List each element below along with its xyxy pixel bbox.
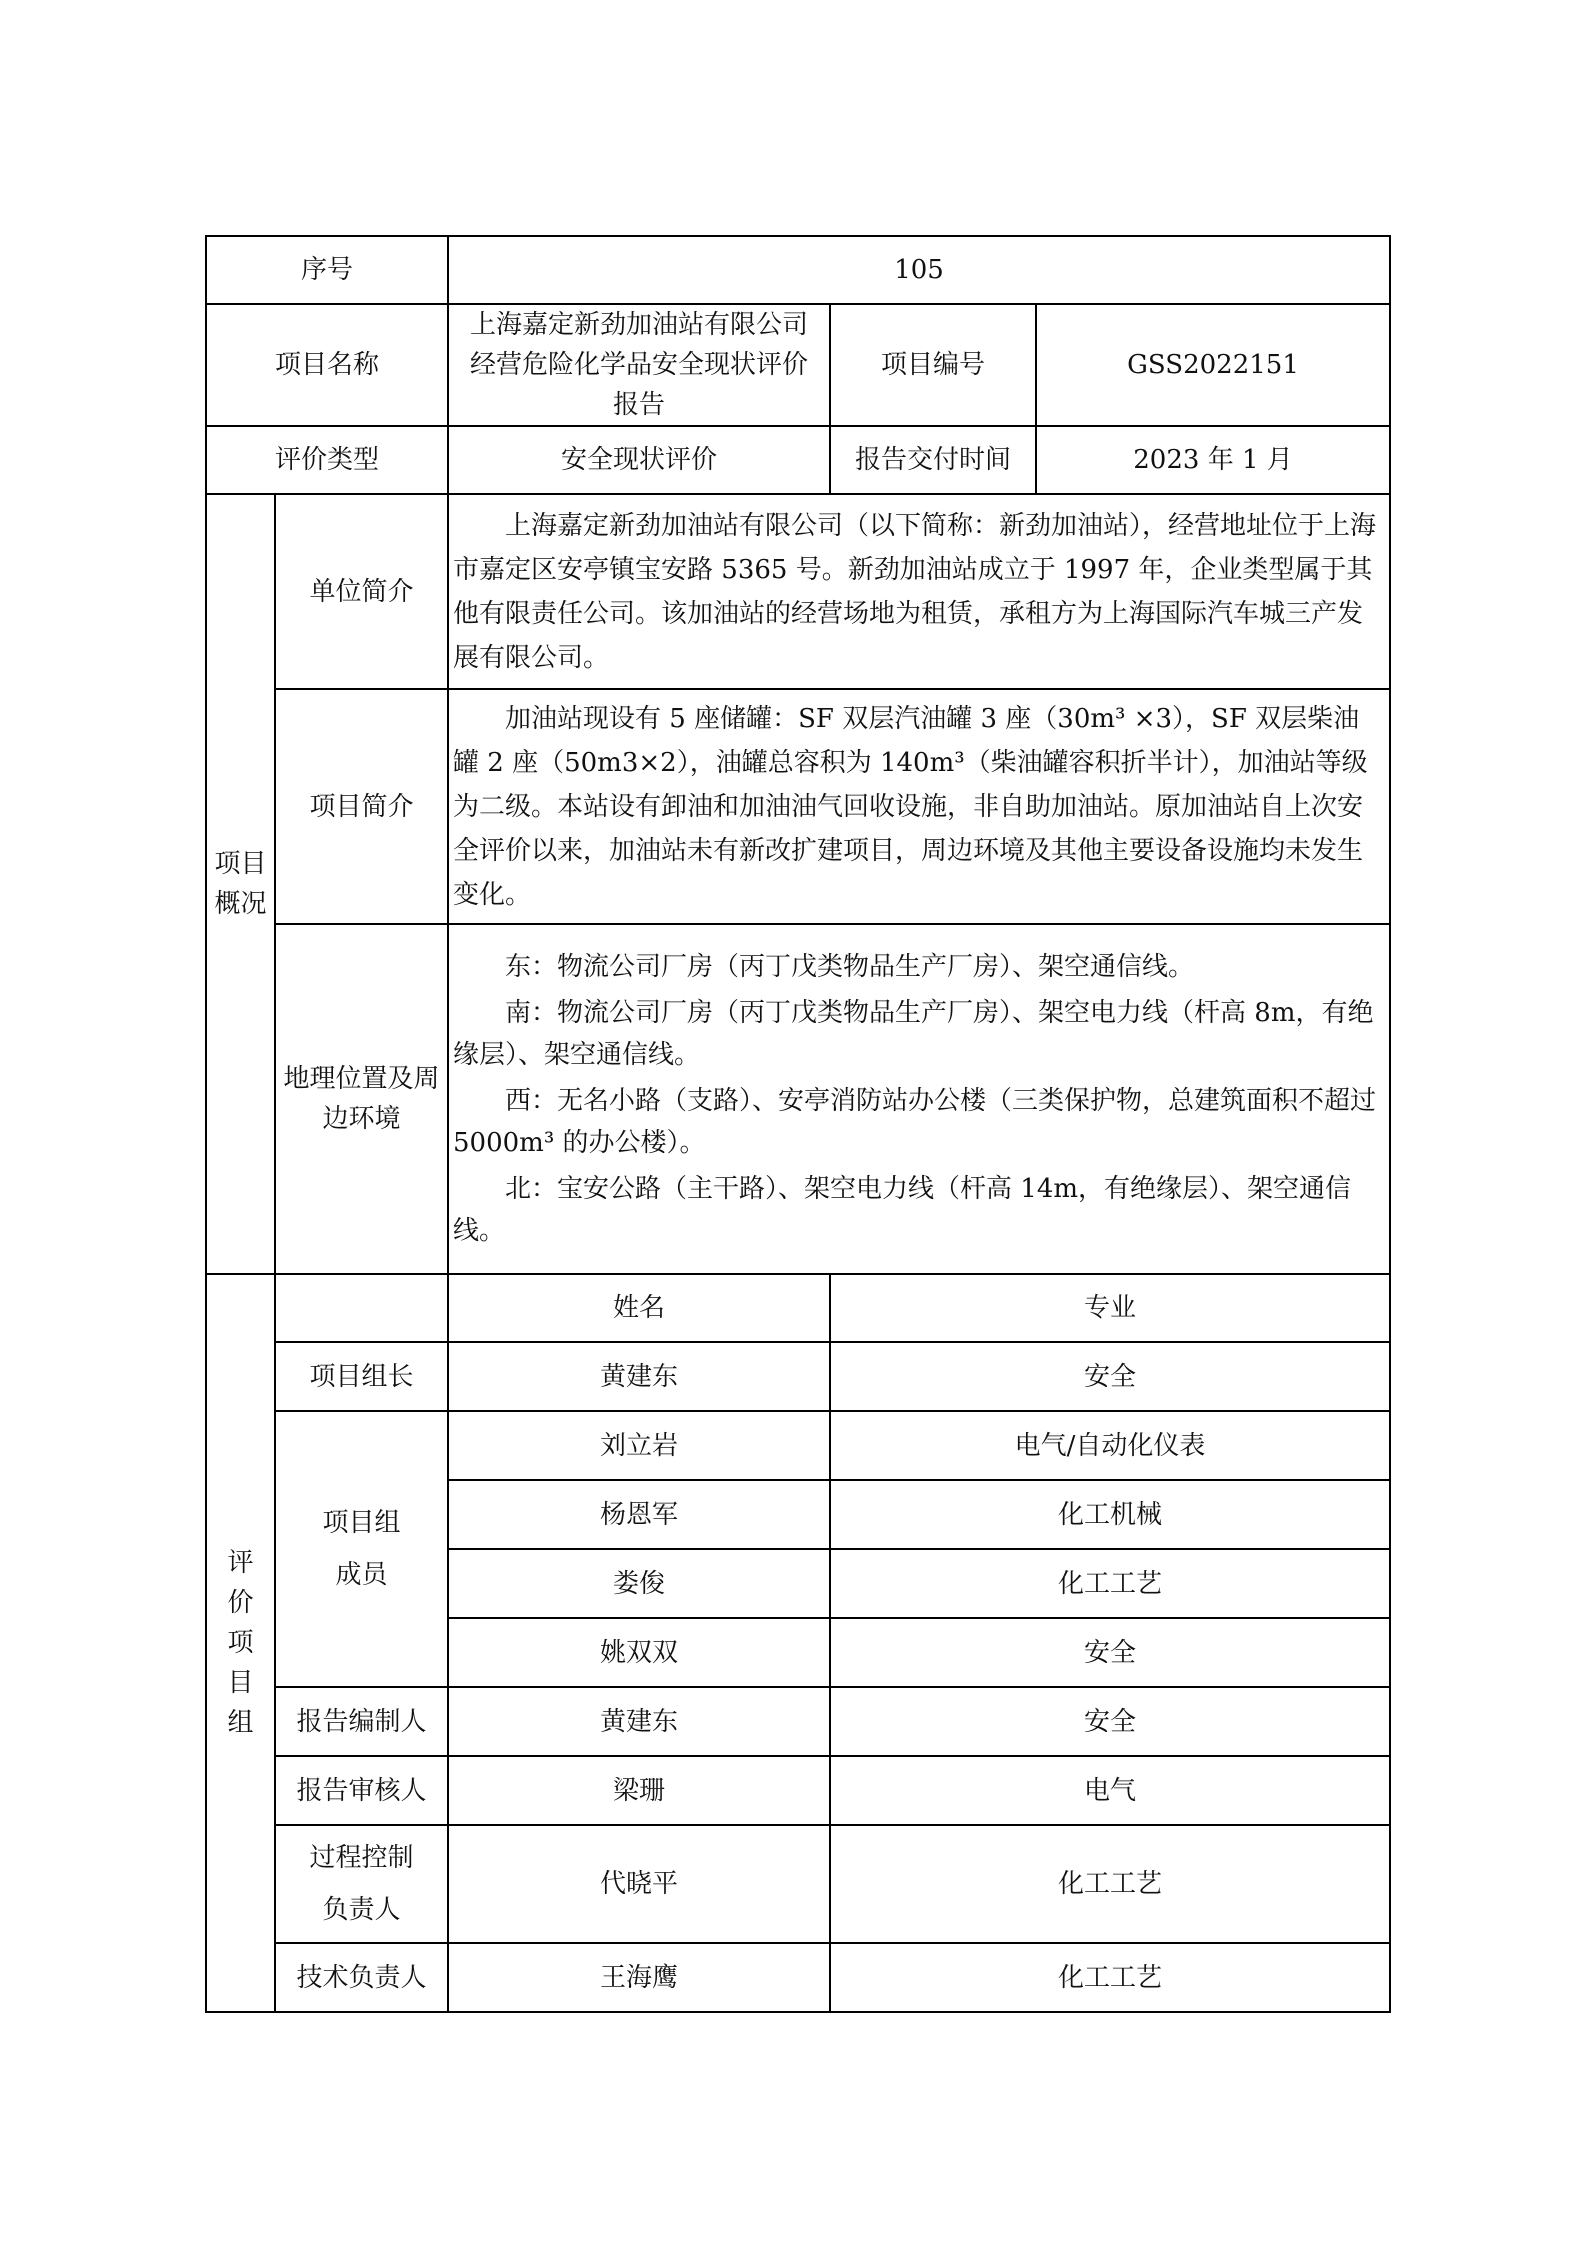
col-major-header: 专业 (830, 1274, 1390, 1342)
delivery-time-value: 2023 年 1 月 (1036, 426, 1390, 494)
member-major: 化工机械 (830, 1480, 1390, 1549)
seq-value: 105 (448, 236, 1390, 304)
tech-lead-label: 技术负责人 (275, 1943, 448, 2012)
overview-section-label: 项目概况 (206, 494, 275, 1274)
unit-intro-label: 单位简介 (275, 494, 448, 689)
member-major: 电气/自动化仪表 (830, 1411, 1390, 1480)
project-intro-text: 加油站现设有 5 座储罐：SF 双层汽油罐 3 座（30m³ ×3），SF 双层柴油罐 2 座（50m3×2），油罐总容积为 140m³（柴油罐容积折半计），加油站等级为二级。本站设有卸油和加油油气回收设施，非自助加油站。原加油站自上次安全评价以来，加油站未有新改扩建项目，周边环境及其他主要设备设施均未发生变化。 (448, 689, 1390, 924)
delivery-time-label: 报告交付时间 (830, 426, 1036, 494)
seq-label: 序号 (206, 236, 448, 304)
author-label: 报告编制人 (275, 1687, 448, 1756)
tech-lead-name: 王海鹰 (448, 1943, 830, 2012)
process-control-label: 过程控制负责人 (275, 1825, 448, 1943)
author-name: 黄建东 (448, 1687, 830, 1756)
process-control-major: 化工工艺 (830, 1825, 1390, 1943)
member-name: 姚双双 (448, 1618, 830, 1687)
team-header-blank (275, 1274, 448, 1342)
member-name: 娄俊 (448, 1549, 830, 1618)
reviewer-major: 电气 (830, 1756, 1390, 1825)
col-name-header: 姓名 (448, 1274, 830, 1342)
project-name-label: 项目名称 (206, 304, 448, 426)
reviewer-label: 报告审核人 (275, 1756, 448, 1825)
reviewer-name: 梁珊 (448, 1756, 830, 1825)
project-intro-label: 项目简介 (275, 689, 448, 924)
process-control-name: 代晓平 (448, 1825, 830, 1943)
leader-name: 黄建东 (448, 1342, 830, 1411)
geo-label: 地理位置及周边环境 (275, 924, 448, 1274)
geo-west: 西：无名小路（支路）、安亭消防站办公楼（三类保护物，总建筑面积不超过 5000m³ 的办公楼）。 (453, 1086, 1377, 1158)
geo-east: 东：物流公司厂房（丙丁戊类物品生产厂房）、架空通信线。 (505, 952, 1195, 982)
team-section-label: 评价项目组 (206, 1274, 275, 2012)
author-major: 安全 (830, 1687, 1390, 1756)
member-name: 杨恩军 (448, 1480, 830, 1549)
geo-south: 南：物流公司厂房（丙丁戊类物品生产厂房）、架空电力线（杆高 8m，有绝缘层）、架空通信线。 (453, 998, 1374, 1070)
member-major: 化工工艺 (830, 1549, 1390, 1618)
project-name-value: 上海嘉定新劲加油站有限公司经营危险化学品安全现状评价报告 (448, 304, 830, 426)
evaluation-type-label: 评价类型 (206, 426, 448, 494)
geo-text (448, 924, 1390, 1274)
member-major: 安全 (830, 1618, 1390, 1687)
project-code-label: 项目编号 (830, 304, 1036, 426)
project-code-value: GSS2022151 (1036, 304, 1390, 426)
tech-lead-major: 化工工艺 (830, 1943, 1390, 2012)
members-label: 项目组成员 (275, 1411, 448, 1687)
leader-label: 项目组长 (275, 1342, 448, 1411)
evaluation-type-value: 安全现状评价 (448, 426, 830, 494)
leader-major: 安全 (830, 1342, 1390, 1411)
report-info-table (205, 235, 1391, 2013)
member-name: 刘立岩 (448, 1411, 830, 1480)
unit-intro-text: 上海嘉定新劲加油站有限公司（以下简称：新劲加油站），经营地址位于上海市嘉定区安亭镇宝安路 5365 号。新劲加油站成立于 1997 年，企业类型属于其他有限责任公司。该加油站的经营场地为租赁，承租方为上海国际汽车城三产发展有限公司。 (448, 494, 1390, 689)
geo-north: 北：宝安公路（主干路）、架空电力线（杆高 14m，有绝缘层）、架空通信线。 (453, 1174, 1352, 1246)
